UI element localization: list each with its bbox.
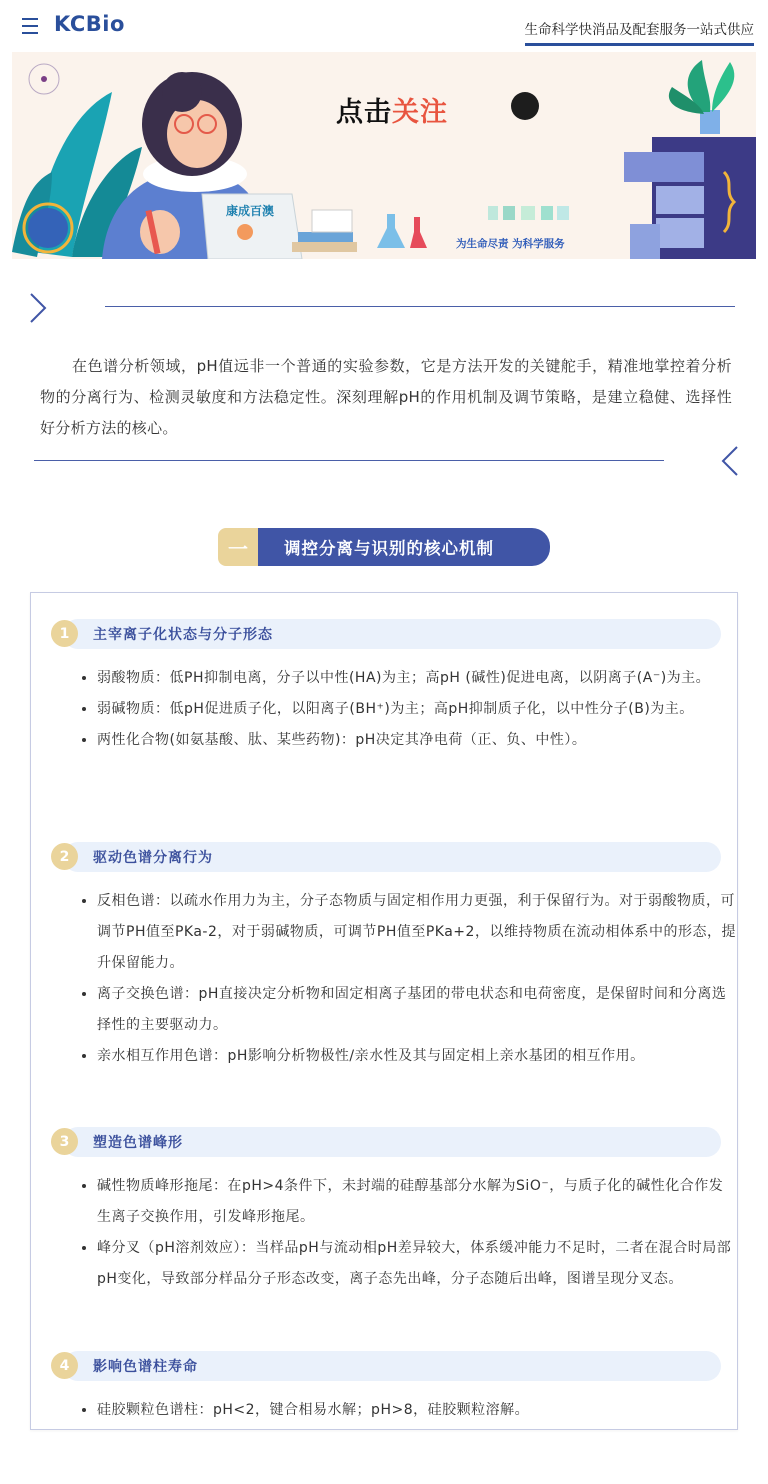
list-item: • 离子交换色谱：pH直接决定分析物和固定相离子基团的带电状态和电荷密度，是保留时间和分离选择性的主要驱动力。 (97, 979, 737, 1041)
bullet-list-2 (81, 886, 737, 1072)
subsection-header-1 (51, 619, 721, 649)
banner-title: 点击关注 (336, 97, 448, 128)
subsection-number: 4 (51, 1352, 78, 1379)
section-header (218, 528, 550, 566)
intro-paragraph: 在色谱分析领域，pH值远非一个普通的实验参数，它是方法开发的关键舵手，精准地掌控着分析物的分离行为、检测灵敏度和方法稳定性。深刻理解pH的作用机制及调节策略，是建立稳健、选择性好分析方法的核心。 (40, 357, 732, 437)
banner-slogan: 为生命尽责 为科学服务 (456, 238, 565, 250)
top-bar (0, 0, 768, 52)
chevron-left-icon (720, 445, 740, 477)
header-tagline: 生命科学快消品及配套服务一站式供应 (525, 18, 755, 46)
subsection-title: 驱动色谱分离行为 (93, 850, 213, 866)
subsection-header-3 (51, 1127, 721, 1157)
list-item: • 硅胶颗粒色谱柱：pH<2，键合相易水解；pH>8，硅胶颗粒溶解。 (97, 1395, 737, 1426)
bullet-list-1 (81, 663, 737, 756)
list-item: • 弱酸物质：低PH抑制电离，分子以中性(HA)为主；高pH (碱性)促进电离，以阴离子(A⁻)为主。 (97, 663, 737, 694)
subsection-number: 1 (51, 620, 78, 647)
subsection-number: 3 (51, 1128, 78, 1155)
section-number: 一 (218, 528, 258, 566)
section-title: 调控分离与识别的核心机制 (258, 528, 550, 566)
banner-illustration (12, 52, 756, 259)
bullet-list-3 (81, 1171, 737, 1295)
list-item: • 碱性物质峰形拖尾：在pH>4条件下，未封端的硅醇基部分水解为SiO⁻，与质子化的碱性化合作发生离子交换作用，引发峰形拖尾。 (97, 1171, 737, 1233)
list-item: • 两性化合物(如氨基酸、肽、某些药物)：pH决定其净电荷（正、负、中性）。 (97, 725, 737, 756)
list-item: • 反相色谱：以疏水作用力为主，分子态物质与固定相作用力更强，利于保留行为。对于弱酸物质，可调节PH值至PKa-2，对于弱碱物质，可调节PH值至PKa+2，以维持物质在流动相体系中的形态，提升保留能力。 (97, 886, 737, 979)
list-item: • 亲水相互作用色谱：pH影响分析物极性/亲水性及其与固定相上亲水基团的相互作用。 (97, 1041, 737, 1072)
list-item: • 峰分叉（pH溶剂效应）：当样品pH与流动相pH差异较大，体系缓冲能力不足时，二者在混合时局部pH变化，导致部分样品分子形态改变，离子态先出峰，分子态随后出峰，图谱呈现分叉态。 (97, 1233, 737, 1295)
content-card (30, 592, 738, 1430)
chevron-right-icon (28, 292, 48, 324)
bullet-list-4 (81, 1395, 737, 1426)
subsection-header-2 (51, 842, 721, 872)
follow-banner[interactable] (12, 52, 756, 259)
subsection-title: 塑造色谱峰形 (93, 1135, 183, 1151)
banner-logo: 康成百澳 (226, 204, 275, 218)
divider-top (105, 306, 735, 307)
subsection-title: 影响色谱柱寿命 (93, 1359, 198, 1375)
subsection-number: 2 (51, 843, 78, 870)
subsection-header-4 (51, 1351, 721, 1381)
divider-bottom (34, 460, 664, 461)
brand-logo[interactable]: KCBio (54, 12, 125, 36)
list-item: • 弱碱物质：低pH促进质子化，以阳离子(BH⁺)为主；高pH抑制质子化，以中性分子(B)为主。 (97, 694, 737, 725)
menu-icon[interactable] (22, 14, 38, 34)
subsection-title: 主宰离子化状态与分子形态 (93, 627, 273, 643)
